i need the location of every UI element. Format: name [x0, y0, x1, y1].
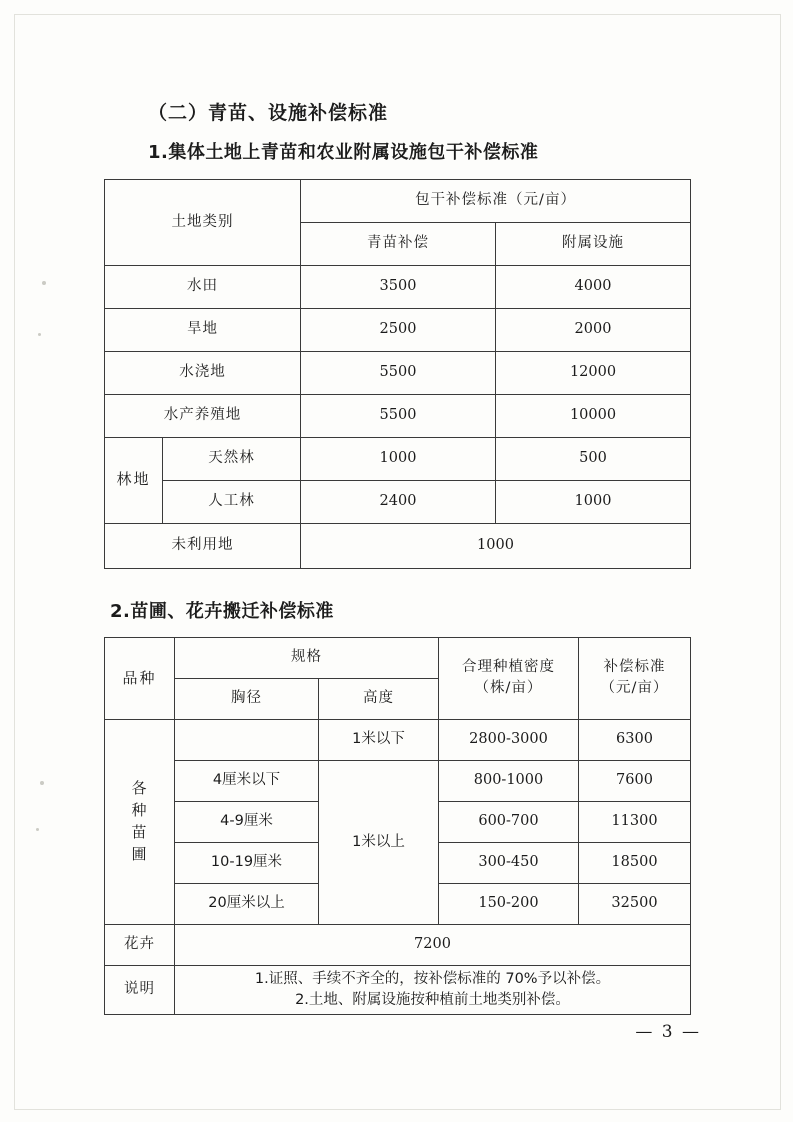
forest-subtype-cell: 人工林 [163, 480, 301, 523]
crop-value-cell: 5500 [301, 351, 496, 394]
header-variety: 品种 [105, 637, 175, 719]
table-row [105, 523, 691, 568]
table2-wrapper [0, 624, 793, 1015]
height-cell-over: 1米以上 [319, 760, 439, 924]
sub-heading-1: 1.集体土地上青苗和农业附属设施包干补偿标准 [148, 141, 539, 163]
land-type-cell: 未利用地 [105, 523, 301, 568]
notes-cell [175, 965, 691, 1014]
crop-value-cell: 2500 [301, 308, 496, 351]
header-density [439, 637, 579, 719]
density-cell: 800-1000 [439, 760, 579, 801]
unused-value-cell: 1000 [301, 523, 691, 568]
header-standard-line2: （元/亩） [600, 680, 669, 697]
header-density-line1: 合理种植密度 [462, 659, 555, 676]
section-heading: （二）青苗、设施补偿标准 [148, 102, 389, 124]
header-height: 高度 [319, 678, 439, 719]
nursery-group-label [105, 719, 175, 924]
table-row [105, 308, 691, 351]
header-density-line2: （株/亩） [474, 680, 543, 697]
density-cell: 2800-3000 [439, 719, 579, 760]
flowers-label: 花卉 [105, 924, 175, 965]
table-row [105, 760, 691, 801]
facility-value-cell: 4000 [496, 265, 691, 308]
diameter-cell: 10-19厘米 [175, 842, 319, 883]
facility-value-cell: 500 [496, 437, 691, 480]
table-row [105, 394, 691, 437]
header-group-spec: 规格 [175, 637, 439, 678]
header-standard-line1: 补偿标准 [603, 659, 666, 676]
compensation-standards-table [104, 179, 691, 569]
forest-subtype-cell: 天然林 [163, 437, 301, 480]
diameter-cell: 4厘米以下 [175, 760, 319, 801]
header-standard [579, 637, 691, 719]
diameter-cell: 20厘米以上 [175, 883, 319, 924]
notes-label: 说明 [105, 965, 175, 1014]
standard-cell: 18500 [579, 842, 691, 883]
header-facility-compensation: 附属设施 [496, 222, 691, 265]
table-row [105, 265, 691, 308]
facility-value-cell: 12000 [496, 351, 691, 394]
page-number: — 3 — [635, 1022, 701, 1042]
standard-cell: 7600 [579, 760, 691, 801]
land-type-cell: 水浇地 [105, 351, 301, 394]
density-cell: 300-450 [439, 842, 579, 883]
table-row [105, 719, 691, 760]
table-row [105, 924, 691, 965]
header-land-type: 土地类别 [105, 179, 301, 265]
header-crop-compensation: 青苗补偿 [301, 222, 496, 265]
land-type-cell: 旱地 [105, 308, 301, 351]
crop-value-cell: 1000 [301, 437, 496, 480]
nursery-label-char: 种 [131, 801, 148, 820]
density-cell: 150-200 [439, 883, 579, 924]
diameter-cell: 4-9厘米 [175, 801, 319, 842]
diameter-cell [175, 719, 319, 760]
standard-cell: 32500 [579, 883, 691, 924]
facility-value-cell: 2000 [496, 308, 691, 351]
land-type-cell: 水产养殖地 [105, 394, 301, 437]
nursery-label-char: 圃 [131, 844, 148, 863]
table-notes-row [105, 965, 691, 1014]
forest-group-label: 林地 [105, 437, 163, 523]
standard-cell: 6300 [579, 719, 691, 760]
crop-value-cell: 2400 [301, 480, 496, 523]
flowers-value-cell: 7200 [175, 924, 691, 965]
note-line: 1.证照、手续不齐全的，按补偿标准的 70%予以补偿。 [254, 970, 611, 987]
crop-value-cell: 5500 [301, 394, 496, 437]
table-row [105, 480, 691, 523]
table-header-row [105, 637, 691, 678]
sub-heading-2: 2.苗圃、花卉搬迁补偿标准 [110, 600, 334, 622]
header-diameter: 胸径 [175, 678, 319, 719]
table-row [105, 437, 691, 480]
height-cell-under: 1米以下 [319, 719, 439, 760]
note-line: 2.土地、附属设施按种植前土地类别补偿。 [295, 991, 570, 1008]
table-header-row [105, 179, 691, 222]
crop-value-cell: 3500 [301, 265, 496, 308]
header-group-standard: 包干补偿标准（元/亩） [301, 179, 691, 222]
standard-cell: 11300 [579, 801, 691, 842]
table-row [105, 351, 691, 394]
nursery-relocation-table [104, 637, 691, 1015]
nursery-label-char: 各 [131, 779, 148, 798]
land-type-cell: 水田 [105, 265, 301, 308]
facility-value-cell: 1000 [496, 480, 691, 523]
nursery-label-char: 苗 [131, 822, 148, 841]
table1-wrapper [0, 165, 793, 569]
density-cell: 600-700 [439, 801, 579, 842]
facility-value-cell: 10000 [496, 394, 691, 437]
